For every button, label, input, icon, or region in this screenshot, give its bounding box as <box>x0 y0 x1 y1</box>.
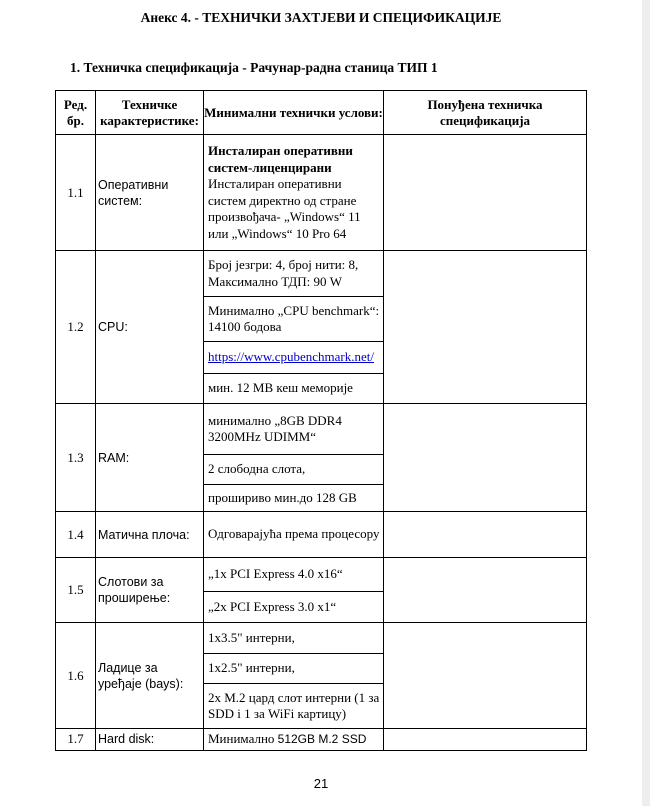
row-num: 1.5 <box>56 558 96 623</box>
offered-spec-cell[interactable] <box>384 729 587 751</box>
row-min-condition: проширивo мин.до 128 GB <box>204 485 384 512</box>
section-title: 1. Техничка спецификација - Рачунар-радна станица ТИП 1 <box>70 60 438 75</box>
row-characteristic: Оперативни систем: <box>96 135 204 251</box>
table-row <box>56 729 587 751</box>
min-condition-prefix: Минимално <box>208 731 278 746</box>
table-row <box>56 251 587 297</box>
row-num: 1.1 <box>56 135 96 251</box>
row-min-condition: минимално „8GB DDR4 3200MHz UDIMM“ <box>204 404 384 455</box>
row-min-condition: 2x M.2 цард слот интерни (1 за SDD i 1 за WiFi картицу) <box>204 684 384 729</box>
row-num: 1.7 <box>56 729 96 751</box>
row-min-condition <box>204 135 384 251</box>
page-number: 21 <box>313 776 329 791</box>
row-characteristic: Hard disk: <box>96 729 204 751</box>
offered-spec-cell[interactable] <box>384 512 587 558</box>
row-characteristic: CPU: <box>96 251 204 404</box>
spec-table <box>55 90 587 751</box>
row-min-condition: мин. 12 MB кеш меморије <box>204 374 384 404</box>
table-row <box>56 404 587 455</box>
header-characteristics: Техничке карактеристике: <box>96 91 204 135</box>
row-num: 1.6 <box>56 623 96 729</box>
row-characteristic: Ладице за уређаје (bays): <box>96 623 204 729</box>
row-min-condition: „1x PCI Express 4.0 x16“ <box>204 558 384 592</box>
row-num: 1.3 <box>56 404 96 512</box>
min-condition-ssd: 512GB M.2 SSD <box>277 732 367 746</box>
table-row <box>56 623 587 654</box>
table-row <box>56 135 587 251</box>
row-min-condition: „2x PCI Express 3.0 x1“ <box>204 592 384 623</box>
row-min-condition: 1x2.5" интерни, <box>204 654 384 684</box>
row-min-condition: 2 слободна слота, <box>204 455 384 485</box>
header-min-conditions: Минимални технички услови: <box>204 91 384 135</box>
row-min-condition: Минимално „CPU benchmark“: 14100 бодова <box>204 297 384 342</box>
header-num: Ред. бр. <box>56 91 96 135</box>
row-num: 1.4 <box>56 512 96 558</box>
row-characteristic: RAM: <box>96 404 204 512</box>
row-min-condition: Одговарајућа према процесору <box>204 512 384 558</box>
row-min-condition <box>204 729 384 751</box>
offered-spec-cell[interactable] <box>384 135 587 251</box>
header-offered-spec: Понуђена техничка спецификација <box>384 91 587 135</box>
row-num: 1.2 <box>56 251 96 404</box>
min-condition-text: Инсталиран оперативни систем директно од стране произвођача- „Windows“ 11 или „Windows“ 10 Pro 64 <box>208 176 361 241</box>
row-characteristic: Слотови за проширење: <box>96 558 204 623</box>
row-min-condition-link <box>204 342 384 374</box>
cpubenchmark-link[interactable]: https://www.cpubenchmark.net/ <box>208 349 374 365</box>
row-characteristic: Матична плоча: <box>96 512 204 558</box>
min-condition-bold: Инсталиран оперативни систем-лиценцирани <box>208 143 353 175</box>
row-min-condition: Број језгри: 4, број нити: 8, Максимално ТДП: 90 W <box>204 251 384 297</box>
offered-spec-cell[interactable] <box>384 623 587 729</box>
page-edge <box>642 0 650 806</box>
offered-spec-cell[interactable] <box>384 558 587 623</box>
table-header-row <box>56 91 587 135</box>
offered-spec-cell[interactable] <box>384 251 587 404</box>
offered-spec-cell[interactable] <box>384 404 587 512</box>
table-row <box>56 512 587 558</box>
table-row <box>56 558 587 592</box>
annex-title: Анекс 4. - ТЕХНИЧКИ ЗАХТЈЕВИ И СПЕЦИФИКАЦИЈЕ <box>140 10 502 25</box>
row-min-condition: 1x3.5" интерни, <box>204 623 384 654</box>
